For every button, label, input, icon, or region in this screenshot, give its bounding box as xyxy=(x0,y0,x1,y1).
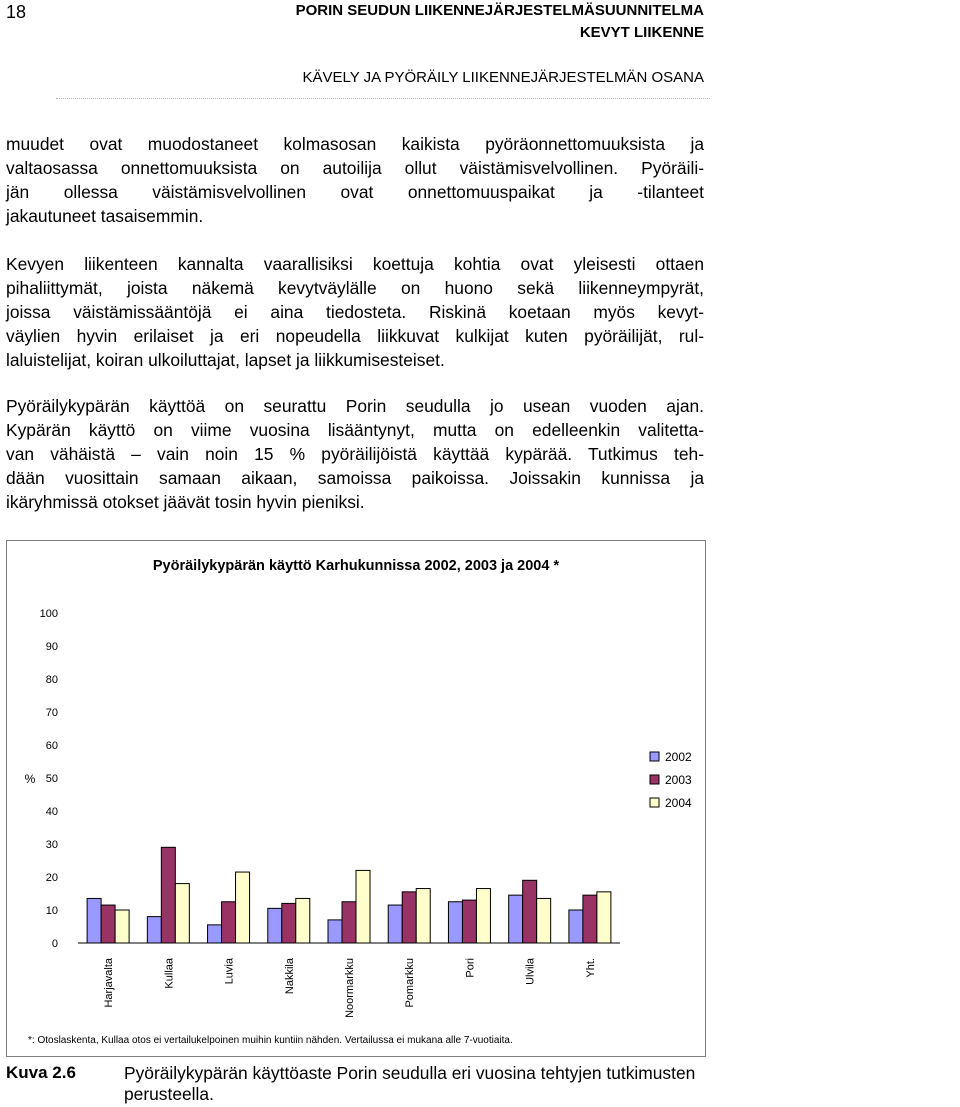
bar xyxy=(583,895,597,943)
text-line: jän ollessa väistämisvelvollinen ovat onnettomuuspaikat ja -tilanteet xyxy=(6,182,704,202)
text-line: Kevyen liikenteen kannalta vaarallisiksi koettuja kohtia ovat yleisesti ottaen xyxy=(6,254,704,274)
bar xyxy=(236,872,250,943)
bar xyxy=(537,898,551,943)
y-tick-label: 70 xyxy=(45,707,58,719)
text-line: dään vuosittain samaan aikaan, samoissa paikoissa. Joissakin kunnissa ja xyxy=(6,468,704,488)
x-category-label: Noormarkku xyxy=(344,958,356,1018)
chart-footnote: *: Otoslaskenta, Kullaa otos ei vertailukelpoinen muihin kuntiin nähden. Vertailussa ei mukana alle 7-vuotiaita. xyxy=(28,1035,513,1046)
x-category-label: Luvia xyxy=(223,958,236,985)
y-tick-label: 90 xyxy=(45,641,58,653)
bar xyxy=(282,903,296,943)
x-category-label: Ulvila xyxy=(524,958,537,985)
y-tick-label: 50 xyxy=(45,773,58,785)
text-line: väylien hyvin erilaiset ja eri nopeudella liikkuvat kulkijat kuten pyöräilijät, rul- xyxy=(6,326,704,346)
bar xyxy=(388,905,402,943)
bar xyxy=(296,898,310,943)
bar xyxy=(147,917,161,943)
y-tick-label: 40 xyxy=(45,806,58,818)
legend-swatch xyxy=(650,798,659,807)
bar xyxy=(416,889,430,943)
legend-swatch xyxy=(650,752,659,761)
bar xyxy=(509,895,523,943)
x-category-label: Yht. xyxy=(584,958,597,978)
bar xyxy=(523,880,537,943)
bar xyxy=(476,889,490,943)
x-category-label: Nakkila xyxy=(283,958,296,995)
bar xyxy=(87,898,101,943)
figure-number: Kuva 2.6 xyxy=(6,1063,76,1082)
bar xyxy=(402,892,416,943)
x-category-label: Pori xyxy=(464,958,477,978)
legend-label: 2003 xyxy=(665,773,692,787)
bar xyxy=(448,902,462,943)
bar xyxy=(161,847,175,943)
y-tick-label: 0 xyxy=(51,938,58,950)
bar xyxy=(569,910,583,943)
bar xyxy=(175,884,189,943)
bar xyxy=(268,908,282,943)
text-line: jakautuneet tasaisemmin. xyxy=(6,206,204,226)
section-title: KÄVELY JA PYÖRÄILY LIIKENNEJÄRJESTELMÄN OSANA xyxy=(302,69,704,86)
text-line: muudet ovat muodostaneet kolmasosan kaikista pyöräonnettomuuksista ja xyxy=(6,134,704,154)
bar xyxy=(328,920,342,943)
bar xyxy=(101,905,115,943)
text-line: ikäryhmissä otokset jäävät tosin hyvin pieniksi. xyxy=(6,492,365,512)
x-category-label: Harjavalta xyxy=(103,958,116,1008)
bar xyxy=(115,910,129,943)
text-line: joissa väistämissääntöjä ei aina tiedosteta. Riskinä koetaan myös kevyt- xyxy=(6,302,704,322)
text-line: laluistelijat, koiran ulkoiluttajat, lapset ja liikkumisesteiset. xyxy=(6,350,445,370)
document-title: PORIN SEUDUN LIIKENNEJÄRJESTELMÄSUUNNITELMA xyxy=(295,2,704,19)
bar xyxy=(342,902,356,943)
x-category-label: Pomarkku xyxy=(404,958,417,1008)
y-tick-label: 80 xyxy=(45,674,58,686)
text-line: Pyöräilykypärän käyttöä on seurattu Porin seudulla jo usean vuoden ajan. xyxy=(6,396,704,416)
y-axis-label: % xyxy=(24,772,36,786)
page-number: 18 xyxy=(6,2,27,22)
chart-title: Pyöräilykypärän käyttö Karhukunnissa 2002, 2003 ja 2004 * xyxy=(152,558,560,574)
bar xyxy=(356,870,370,943)
figure-caption: Pyöräilykypärän käyttöaste Porin seudulla eri vuosina tehtyjen tutkimusten perusteella. xyxy=(124,1063,696,1104)
bar xyxy=(222,902,236,943)
text-line: pihaliittymät, joista näkemä kevytväylälle on huono sekä liikenneympyrät, xyxy=(6,278,704,298)
y-tick-label: 20 xyxy=(45,872,58,884)
y-tick-label: 60 xyxy=(45,740,58,752)
bar xyxy=(462,900,476,943)
text-line: valtaosassa onnettomuuksista on autoilija ollut väistämisvelvollinen. Pyöräili- xyxy=(6,158,704,178)
y-tick-label: 100 xyxy=(39,608,58,620)
y-tick-label: 30 xyxy=(45,839,58,851)
legend-swatch xyxy=(650,775,659,784)
legend-label: 2004 xyxy=(665,796,692,810)
x-category-label: Kullaa xyxy=(163,958,176,989)
text-line: van vähäistä – vain noin 15 % pyöräilijöistä käyttää kypärää. Tutkimus teh- xyxy=(6,444,704,464)
document-subtitle: KEVYT LIIKENNE xyxy=(579,24,704,41)
text-line: Kypärän käyttö on viime vuosina lisääntynyt, mutta on edelleenkin valitetta- xyxy=(6,420,704,440)
bar xyxy=(597,892,611,943)
bar xyxy=(208,925,222,943)
y-tick-label: 10 xyxy=(45,905,58,917)
legend-label: 2002 xyxy=(665,750,692,764)
